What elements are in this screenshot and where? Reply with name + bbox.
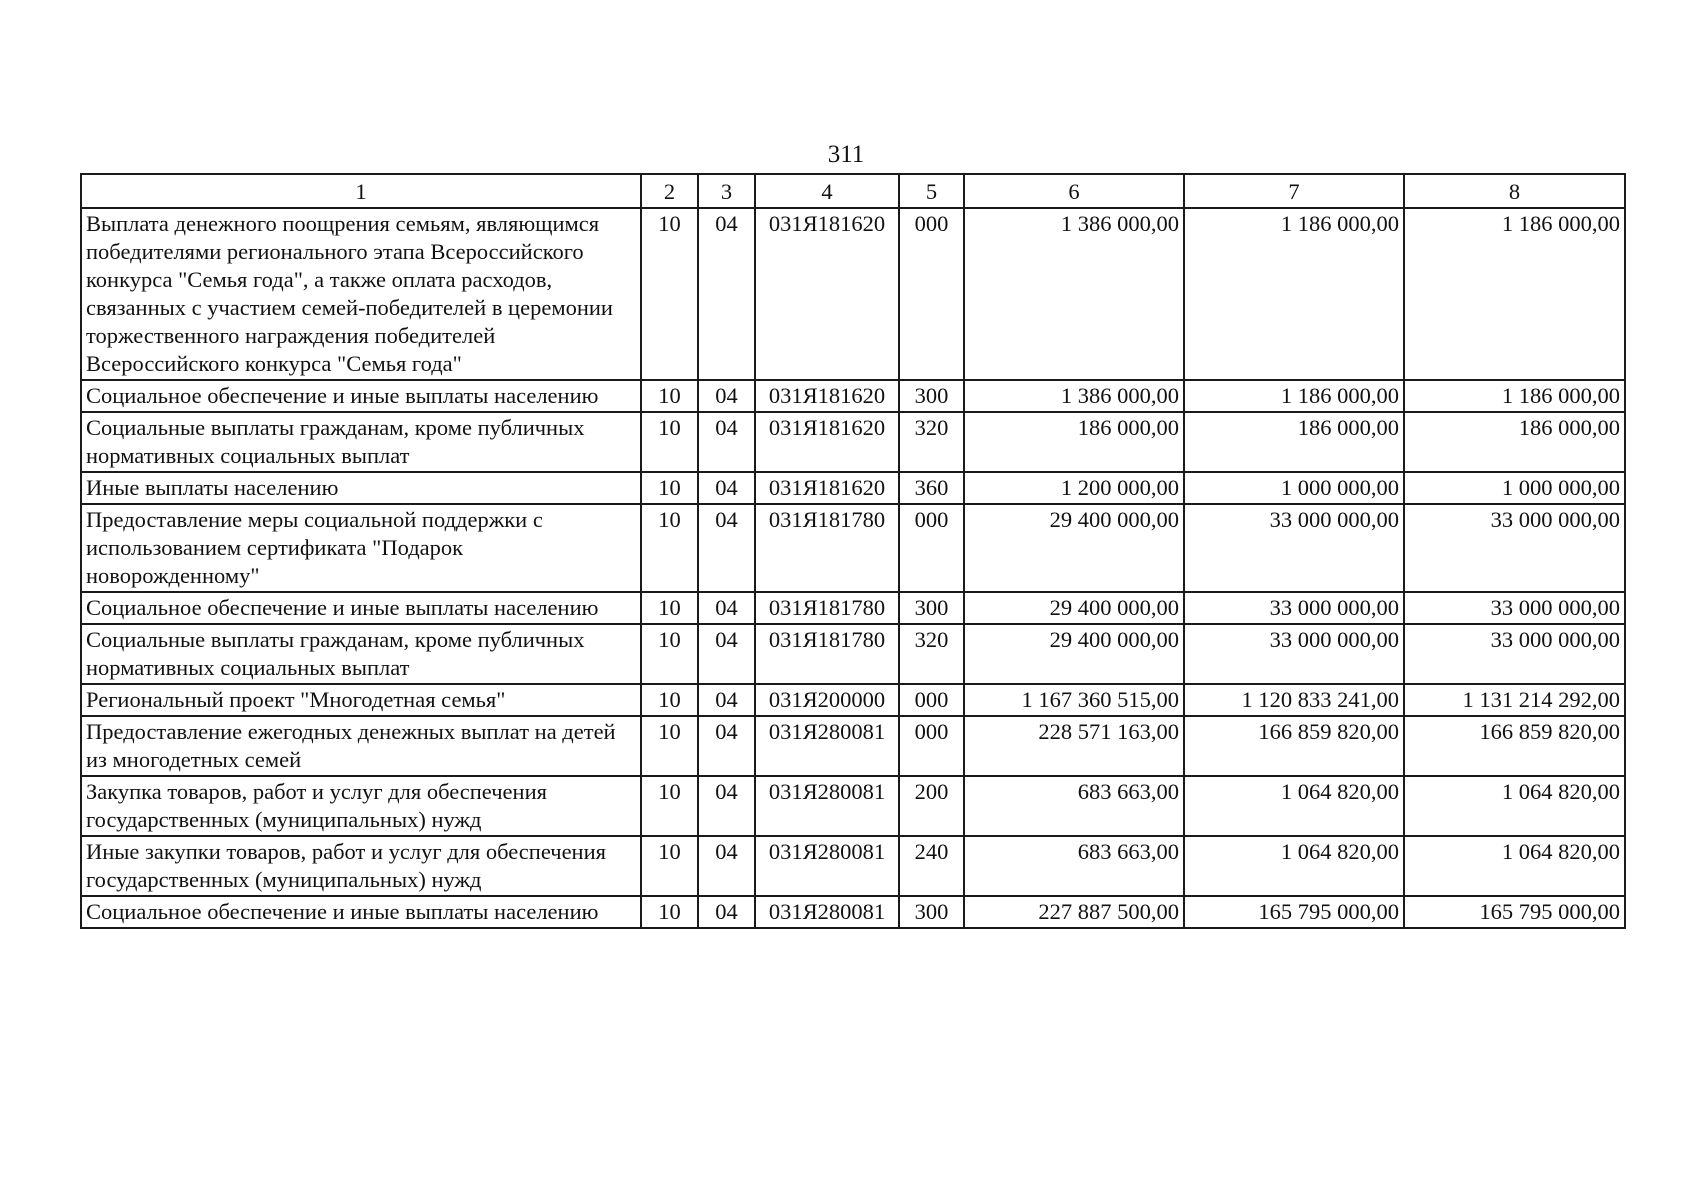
amount-col-8-cell: 1 064 820,00 xyxy=(1404,776,1625,836)
table-body xyxy=(81,208,1625,928)
amount-col-6-cell: 1 167 360 515,00 xyxy=(964,684,1184,716)
amount-col-6-cell: 29 400 000,00 xyxy=(964,624,1184,684)
amount-col-7-cell: 165 795 000,00 xyxy=(1184,896,1404,928)
section-cell: 10 xyxy=(641,716,698,776)
table-row xyxy=(81,380,1625,412)
table-row xyxy=(81,208,1625,380)
amount-col-8-cell: 186 000,00 xyxy=(1404,412,1625,472)
item-name-cell: Предоставление ежегодных денежных выплат на детей из многодетных семей xyxy=(81,716,641,776)
subsection-cell: 04 xyxy=(698,472,755,504)
header-col-5: 5 xyxy=(899,174,964,208)
target-article-cell: 031Я181780 xyxy=(755,624,899,684)
subsection-cell: 04 xyxy=(698,504,755,592)
header-col-1: 1 xyxy=(81,174,641,208)
expense-type-cell: 000 xyxy=(899,716,964,776)
item-name-cell: Социальные выплаты гражданам, кроме публичных нормативных социальных выплат xyxy=(81,412,641,472)
subsection-cell: 04 xyxy=(698,624,755,684)
table-row xyxy=(81,896,1625,928)
amount-col-6-cell: 228 571 163,00 xyxy=(964,716,1184,776)
item-name-cell: Предоставление меры социальной поддержки с использованием сертификата "Подарок новорожденному" xyxy=(81,504,641,592)
table-row xyxy=(81,716,1625,776)
amount-col-8-cell: 1 186 000,00 xyxy=(1404,380,1625,412)
subsection-cell: 04 xyxy=(698,412,755,472)
expense-type-cell: 300 xyxy=(899,380,964,412)
item-name-cell: Региональный проект "Многодетная семья" xyxy=(81,684,641,716)
expense-type-cell: 300 xyxy=(899,592,964,624)
amount-col-6-cell: 1 386 000,00 xyxy=(964,208,1184,380)
target-article-cell: 031Я280081 xyxy=(755,836,899,896)
item-name-cell: Социальное обеспечение и иные выплаты населению xyxy=(81,592,641,624)
section-cell: 10 xyxy=(641,472,698,504)
subsection-cell: 04 xyxy=(698,776,755,836)
table-row xyxy=(81,836,1625,896)
item-name-cell: Иные закупки товаров, работ и услуг для обеспечения государственных (муниципальных) нужд xyxy=(81,836,641,896)
amount-col-6-cell: 683 663,00 xyxy=(964,836,1184,896)
amount-col-6-cell: 683 663,00 xyxy=(964,776,1184,836)
table-header xyxy=(81,174,1625,208)
amount-col-7-cell: 33 000 000,00 xyxy=(1184,592,1404,624)
budget-table xyxy=(80,173,1626,929)
amount-col-8-cell: 165 795 000,00 xyxy=(1404,896,1625,928)
target-article-cell: 031Я181620 xyxy=(755,412,899,472)
section-cell: 10 xyxy=(641,684,698,716)
expense-type-cell: 240 xyxy=(899,836,964,896)
expense-type-cell: 320 xyxy=(899,412,964,472)
table-row xyxy=(81,412,1625,472)
amount-col-7-cell: 1 064 820,00 xyxy=(1184,776,1404,836)
amount-col-6-cell: 1 200 000,00 xyxy=(964,472,1184,504)
item-name-cell: Социальные выплаты гражданам, кроме публичных нормативных социальных выплат xyxy=(81,624,641,684)
expense-type-cell: 200 xyxy=(899,776,964,836)
amount-col-7-cell: 166 859 820,00 xyxy=(1184,716,1404,776)
amount-col-7-cell: 1 120 833 241,00 xyxy=(1184,684,1404,716)
table-row xyxy=(81,776,1625,836)
header-col-3: 3 xyxy=(698,174,755,208)
subsection-cell: 04 xyxy=(698,592,755,624)
header-col-7: 7 xyxy=(1184,174,1404,208)
amount-col-6-cell: 29 400 000,00 xyxy=(964,592,1184,624)
header-row xyxy=(81,174,1625,208)
amount-col-7-cell: 33 000 000,00 xyxy=(1184,624,1404,684)
amount-col-8-cell: 1 000 000,00 xyxy=(1404,472,1625,504)
table-row xyxy=(81,472,1625,504)
section-cell: 10 xyxy=(641,504,698,592)
section-cell: 10 xyxy=(641,896,698,928)
item-name-cell: Закупка товаров, работ и услуг для обеспечения государственных (муниципальных) нужд xyxy=(81,776,641,836)
target-article-cell: 031Я181780 xyxy=(755,504,899,592)
amount-col-7-cell: 186 000,00 xyxy=(1184,412,1404,472)
subsection-cell: 04 xyxy=(698,896,755,928)
amount-col-6-cell: 29 400 000,00 xyxy=(964,504,1184,592)
target-article-cell: 031Я280081 xyxy=(755,776,899,836)
amount-col-8-cell: 33 000 000,00 xyxy=(1404,624,1625,684)
subsection-cell: 04 xyxy=(698,684,755,716)
section-cell: 10 xyxy=(641,836,698,896)
expense-type-cell: 360 xyxy=(899,472,964,504)
amount-col-6-cell: 227 887 500,00 xyxy=(964,896,1184,928)
subsection-cell: 04 xyxy=(698,208,755,380)
item-name-cell: Иные выплаты населению xyxy=(81,472,641,504)
target-article-cell: 031Я181620 xyxy=(755,208,899,380)
expense-type-cell: 000 xyxy=(899,504,964,592)
table-row xyxy=(81,504,1625,592)
section-cell: 10 xyxy=(641,624,698,684)
section-cell: 10 xyxy=(641,208,698,380)
table-row xyxy=(81,624,1625,684)
amount-col-8-cell: 33 000 000,00 xyxy=(1404,504,1625,592)
amount-col-8-cell: 166 859 820,00 xyxy=(1404,716,1625,776)
subsection-cell: 04 xyxy=(698,716,755,776)
amount-col-8-cell: 1 186 000,00 xyxy=(1404,208,1625,380)
section-cell: 10 xyxy=(641,776,698,836)
table-row xyxy=(81,592,1625,624)
item-name-cell: Социальное обеспечение и иные выплаты населению xyxy=(81,896,641,928)
amount-col-6-cell: 186 000,00 xyxy=(964,412,1184,472)
amount-col-7-cell: 1 186 000,00 xyxy=(1184,208,1404,380)
header-col-8: 8 xyxy=(1404,174,1625,208)
header-col-2: 2 xyxy=(641,174,698,208)
item-name-cell: Выплата денежного поощрения семьям, являющимся победителями регионального этапа Всероссийского конкурса "Семья года", а также оплата расходов, связанных с участием семей-победителей в церемонии торжественного награждения победителей Всероссийского конкурса "Семья года" xyxy=(81,208,641,380)
target-article-cell: 031Я280081 xyxy=(755,896,899,928)
amount-col-7-cell: 1 064 820,00 xyxy=(1184,836,1404,896)
expense-type-cell: 000 xyxy=(899,208,964,380)
target-article-cell: 031Я200000 xyxy=(755,684,899,716)
amount-col-8-cell: 1 064 820,00 xyxy=(1404,836,1625,896)
amount-col-7-cell: 33 000 000,00 xyxy=(1184,504,1404,592)
section-cell: 10 xyxy=(641,380,698,412)
amount-col-7-cell: 1 000 000,00 xyxy=(1184,472,1404,504)
target-article-cell: 031Я181620 xyxy=(755,380,899,412)
expense-type-cell: 000 xyxy=(899,684,964,716)
amount-col-8-cell: 33 000 000,00 xyxy=(1404,592,1625,624)
target-article-cell: 031Я181620 xyxy=(755,472,899,504)
subsection-cell: 04 xyxy=(698,380,755,412)
target-article-cell: 031Я280081 xyxy=(755,716,899,776)
item-name-cell: Социальное обеспечение и иные выплаты населению xyxy=(81,380,641,412)
section-cell: 10 xyxy=(641,412,698,472)
table-row xyxy=(81,684,1625,716)
amount-col-7-cell: 1 186 000,00 xyxy=(1184,380,1404,412)
amount-col-6-cell: 1 386 000,00 xyxy=(964,380,1184,412)
section-cell: 10 xyxy=(641,592,698,624)
page-number: 311 xyxy=(827,141,865,168)
header-col-4: 4 xyxy=(755,174,899,208)
expense-type-cell: 300 xyxy=(899,896,964,928)
subsection-cell: 04 xyxy=(698,836,755,896)
target-article-cell: 031Я181780 xyxy=(755,592,899,624)
header-col-6: 6 xyxy=(964,174,1184,208)
expense-type-cell: 320 xyxy=(899,624,964,684)
amount-col-8-cell: 1 131 214 292,00 xyxy=(1404,684,1625,716)
